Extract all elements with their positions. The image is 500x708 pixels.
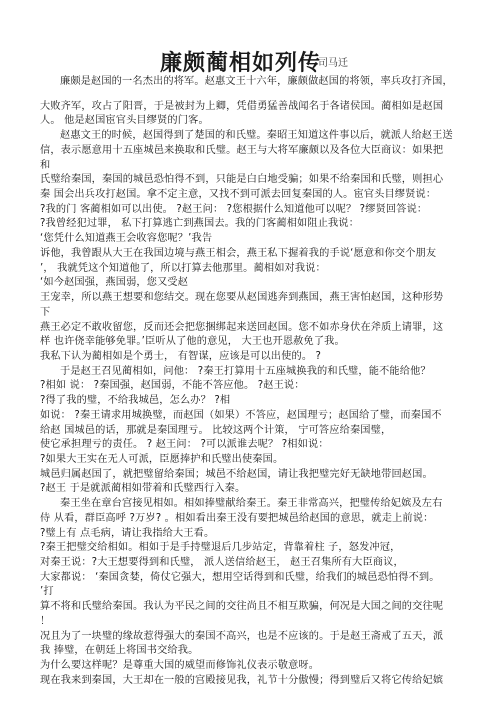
text-line: 现在我来到秦国，大王却在一般的宫殿接见我，礼节十分傲慢；得到璧后又将它传给妃嫔: [40, 674, 444, 686]
text-line: 氏璧给秦国，秦国的城邑恐怕得不到，只能是白白地受骗；如果不给秦国和氏璧，则担心: [40, 174, 444, 186]
text-line: 大家都说： ‘秦国贪婪，倚仗它强大，想用空话得到和氏璧，给我们的城邑恐怕得不到。: [40, 571, 440, 583]
text-line: ?赵王 于是就派蔺相如带着和氏璧西行入秦。: [40, 483, 246, 495]
text-line: 算不将和氏璧给秦国。我认为平民之间的交往尚且不相互欺骗，何况是大国之间的交往呢: [40, 601, 444, 613]
text-line: 使它承担理亏的责任。 ? 赵王问： ?可以派谁去呢？ ?相如说：: [40, 439, 329, 451]
text-line: ’打: [40, 586, 54, 598]
text-line: 廉颇是赵国的一名杰出的将军。赵惠文王十六年，廉颇做赵国的将领，率兵攻打齐国，: [60, 76, 453, 87]
document-author: 司马迁: [318, 58, 348, 69]
text-line: 我私下认为蔺相如是个勇士， 有智谋，应该是可以出使的。 ?: [40, 350, 322, 362]
text-line: 大败齐军，攻占了阳晋，于是被封为上卿，凭借勇猛善战闻名于各诸侯国。蔺相如是赵国: [40, 100, 444, 112]
text-line: ?得了我的璧，不给我城邑，怎么办？ ?相: [40, 395, 231, 407]
text-line: ！: [40, 615, 51, 627]
text-line: 于是赵王召见蔺相如，问他： ?秦王打算用十五座城换我的和氏璧，能不能给他？: [60, 365, 431, 377]
text-line: 我 捧璧，在朝廷上将国书交给我。: [40, 645, 199, 657]
text-line: 燕王必定不敢收留您，反而还会把您捆绑起来送回赵国。您不如赤身伏在斧质上请罪，这: [40, 321, 444, 333]
text-line: 和: [40, 159, 51, 171]
text-line: ’， 我就凭这个知道他了，所以打算去他那里。蔺相如对我说：: [40, 262, 326, 274]
text-line: ?秦王把璧交给相如。相如于是手持璧退后几步站定，背靠着柱 子，怒发冲冠，: [40, 542, 401, 554]
text-line: 秦 国会出兵攻打赵国。拿不定主意，又找不到可派去回复秦国的人。宦官头目缪贤说：: [40, 189, 437, 201]
text-line: 为什么要这样呢？是尊重大国的威望而修饰礼仪表示敬意呀。: [40, 660, 320, 672]
text-line: 况且为了一块璧的缘故惹得强大的秦国不高兴，也是不应该的。于是赵王斋戒了五天，派: [40, 630, 444, 642]
text-line: ?我曾经犯过罪， 私下打算逃亡到燕国去。我的门客蔺相如阻止我说：: [40, 218, 360, 230]
text-line: 赵惠文王的时候，赵国得到了楚国的和氏璧。秦昭王知道这件事以后，就派人给赵王送: [60, 130, 453, 142]
text-line: ?如果大王实在无人可派，臣愿捧护和氏璧出使秦国。: [40, 453, 284, 465]
text-line: 对秦王说：?大王想要得到和氏璧， 派人送信给赵王， 赵王召集所有大臣商议，: [40, 557, 404, 568]
text-line: 人。 他是赵国宦官头目缪贤的门客。: [40, 115, 209, 127]
text-line: 如说： ?秦王请求用城换璧，而赵国（如果）不答应，赵国理亏；赵国给了璧，而秦国不: [40, 409, 442, 421]
blank-line: [40, 90, 486, 100]
text-line: 城邑归属赵国了，就把璧留给秦国；城邑不给赵国，请让我把璧完好无缺地带回赵国。: [40, 468, 433, 480]
text-line: 下: [40, 306, 51, 318]
title-row: [0, 46, 500, 76]
body-text: [40, 75, 486, 688]
text-line: 样 也许侥幸能够免罪。’臣听从了他的意见， 大王也开恩赦免了我。: [40, 336, 345, 348]
text-line: 王宠幸，所以燕王想要和您结交。现在您要从赵国逃奔到燕国，燕王害怕赵国，这种形势: [40, 292, 444, 304]
text-line: 信，表示愿意用十五座城邑来换取和氏璧。赵王与大将军廉颇以及各位大臣商议：如果把: [40, 144, 444, 156]
text-line: 秦王坐在章台宫接见相如。相如捧璧献给秦王。秦王非常高兴，把璧传给妃嫔及左右: [60, 498, 443, 510]
text-line: ?璧上有 点毛病，请让我指给大王看。: [40, 527, 215, 539]
text-line: 侍 从看，群臣高呼 ?万岁? 。相如看出秦王没有要把城邑给赵国的意思，就走上前说：: [40, 512, 434, 524]
text-line: ?我的门 客蔺相如可以出使。 ?赵王问： ?您根据什么知道他可以呢？ ?缪贤回答说：: [40, 203, 428, 215]
text-line: ‘如今赵国强，燕国弱，您又受赵: [40, 277, 189, 289]
text-line: ?相如 说： ?秦国强，赵国弱，不能不答应他。 ?赵王说：: [40, 380, 305, 392]
document-title: 廉颇蔺相如列传: [160, 50, 322, 76]
text-line: ‘您凭什么知道燕王会收容您呢？’我告: [40, 233, 213, 245]
text-line: 给赵 国城邑的话，那就是秦国理亏。 比较这两个计策， 宁可答应给秦国璧，: [40, 424, 392, 436]
text-line: 诉他，我曾跟从大王在我国边境与燕王相会，燕王私下握着我的手说‘愿意和你交个朋友: [40, 247, 437, 259]
